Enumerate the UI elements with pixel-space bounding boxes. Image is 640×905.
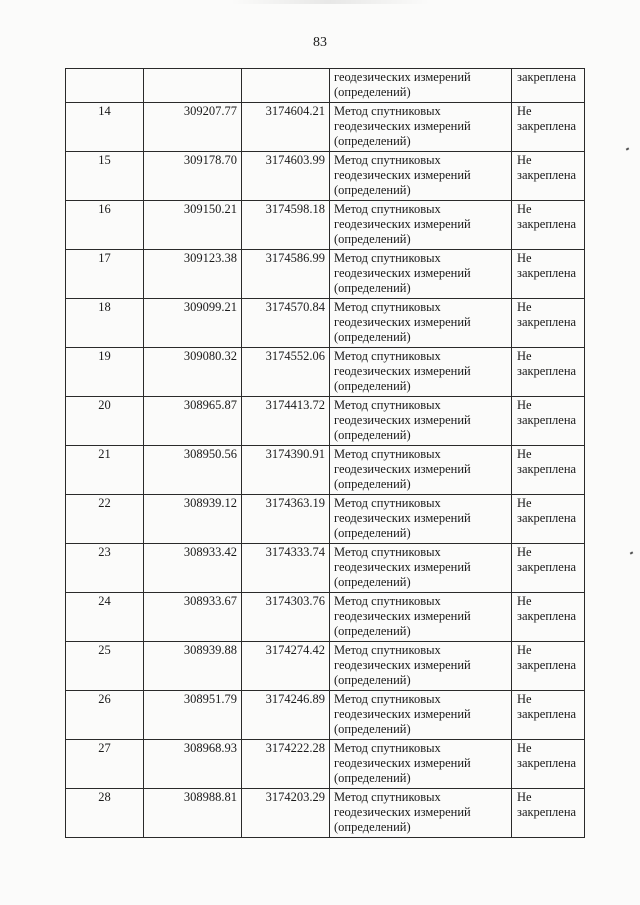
status-cell: Не закреплена <box>512 152 585 201</box>
method-cell: геодезических измерений (определений) <box>330 69 512 103</box>
y-coordinate-cell: 3174413.72 <box>242 397 330 446</box>
x-coordinate-cell: 308968.93 <box>144 740 242 789</box>
x-coordinate-cell: 309123.38 <box>144 250 242 299</box>
status-cell: Не закреплена <box>512 201 585 250</box>
status-cell: Не закреплена <box>512 299 585 348</box>
table-row <box>66 495 585 544</box>
status-cell: Не закреплена <box>512 348 585 397</box>
status-cell: Не закреплена <box>512 544 585 593</box>
y-coordinate-cell: 3174586.99 <box>242 250 330 299</box>
point-number-cell: 19 <box>66 348 144 397</box>
status-cell: закреплена <box>512 69 585 103</box>
table-row <box>66 593 585 642</box>
status-cell: Не закреплена <box>512 446 585 495</box>
x-coordinate-cell: 308933.67 <box>144 593 242 642</box>
point-number-cell: 23 <box>66 544 144 593</box>
method-cell: Метод спутниковых геодезических измерений (определений) <box>330 299 512 348</box>
table-row <box>66 642 585 691</box>
x-coordinate-cell: 309099.21 <box>144 299 242 348</box>
table-row <box>66 789 585 838</box>
y-coordinate-cell: 3174274.42 <box>242 642 330 691</box>
y-coordinate-cell: 3174390.91 <box>242 446 330 495</box>
method-cell: Метод спутниковых геодезических измерений (определений) <box>330 152 512 201</box>
method-cell: Метод спутниковых геодезических измерений (определений) <box>330 642 512 691</box>
table-row <box>66 201 585 250</box>
point-number-cell: 25 <box>66 642 144 691</box>
table-row <box>66 397 585 446</box>
method-cell: Метод спутниковых геодезических измерений (определений) <box>330 740 512 789</box>
point-number-cell: 17 <box>66 250 144 299</box>
y-coordinate-cell: 3174222.28 <box>242 740 330 789</box>
method-cell: Метод спутниковых геодезических измерений (определений) <box>330 789 512 838</box>
x-coordinate-cell: 308939.88 <box>144 642 242 691</box>
x-coordinate-cell: 308951.79 <box>144 691 242 740</box>
status-cell: Не закреплена <box>512 250 585 299</box>
x-coordinate-cell: 309150.21 <box>144 201 242 250</box>
y-coordinate-cell: 3174604.21 <box>242 103 330 152</box>
y-coordinate-cell: 3174552.06 <box>242 348 330 397</box>
table-row-continued <box>66 69 585 103</box>
x-coordinate-cell: 309080.32 <box>144 348 242 397</box>
x-coordinate-cell: 308933.42 <box>144 544 242 593</box>
method-cell: Метод спутниковых геодезических измерений (определений) <box>330 544 512 593</box>
point-number-cell: 20 <box>66 397 144 446</box>
table-row <box>66 544 585 593</box>
x-coordinate-cell: 309207.77 <box>144 103 242 152</box>
table-row <box>66 152 585 201</box>
scan-speck <box>626 147 630 150</box>
point-number-cell: 27 <box>66 740 144 789</box>
x-coordinate-cell <box>144 69 242 103</box>
method-cell: Метод спутниковых геодезических измерений (определений) <box>330 691 512 740</box>
method-cell: Метод спутниковых геодезических измерений (определений) <box>330 250 512 299</box>
page-number: 83 <box>313 35 327 50</box>
status-cell: Не закреплена <box>512 740 585 789</box>
table-row <box>66 250 585 299</box>
y-coordinate-cell: 3174203.29 <box>242 789 330 838</box>
point-number-cell: 22 <box>66 495 144 544</box>
status-cell: Не закреплена <box>512 789 585 838</box>
method-cell: Метод спутниковых геодезических измерений (определений) <box>330 348 512 397</box>
y-coordinate-cell: 3174570.84 <box>242 299 330 348</box>
status-cell: Не закреплена <box>512 495 585 544</box>
x-coordinate-cell: 309178.70 <box>144 152 242 201</box>
x-coordinate-cell: 308988.81 <box>144 789 242 838</box>
point-number-cell: 16 <box>66 201 144 250</box>
point-number-cell: 26 <box>66 691 144 740</box>
point-number-cell: 24 <box>66 593 144 642</box>
status-cell: Не закреплена <box>512 593 585 642</box>
y-coordinate-cell: 3174303.76 <box>242 593 330 642</box>
point-number-cell: 28 <box>66 789 144 838</box>
x-coordinate-cell: 308939.12 <box>144 495 242 544</box>
table-row <box>66 299 585 348</box>
point-number-cell: 18 <box>66 299 144 348</box>
y-coordinate-cell: 3174246.89 <box>242 691 330 740</box>
point-number-cell: 14 <box>66 103 144 152</box>
table-row <box>66 446 585 495</box>
coordinates-table <box>65 68 585 838</box>
x-coordinate-cell: 308965.87 <box>144 397 242 446</box>
status-cell: Не закреплена <box>512 691 585 740</box>
table-row <box>66 740 585 789</box>
method-cell: Метод спутниковых геодезических измерений (определений) <box>330 446 512 495</box>
y-coordinate-cell: 3174598.18 <box>242 201 330 250</box>
method-cell: Метод спутниковых геодезических измерений (определений) <box>330 495 512 544</box>
table-row <box>66 103 585 152</box>
scan-artifact <box>230 0 430 4</box>
y-coordinate-cell: 3174333.74 <box>242 544 330 593</box>
y-coordinate-cell <box>242 69 330 103</box>
table-row <box>66 691 585 740</box>
method-cell: Метод спутниковых геодезических измерений (определений) <box>330 397 512 446</box>
x-coordinate-cell: 308950.56 <box>144 446 242 495</box>
y-coordinate-cell: 3174363.19 <box>242 495 330 544</box>
status-cell: Не закреплена <box>512 642 585 691</box>
point-number-cell: 21 <box>66 446 144 495</box>
status-cell: Не закреплена <box>512 397 585 446</box>
scan-speck <box>630 551 634 554</box>
y-coordinate-cell: 3174603.99 <box>242 152 330 201</box>
status-cell: Не закреплена <box>512 103 585 152</box>
table-row <box>66 348 585 397</box>
method-cell: Метод спутниковых геодезических измерений (определений) <box>330 593 512 642</box>
method-cell: Метод спутниковых геодезических измерений (определений) <box>330 201 512 250</box>
point-number-cell <box>66 69 144 103</box>
method-cell: Метод спутниковых геодезических измерений (определений) <box>330 103 512 152</box>
point-number-cell: 15 <box>66 152 144 201</box>
